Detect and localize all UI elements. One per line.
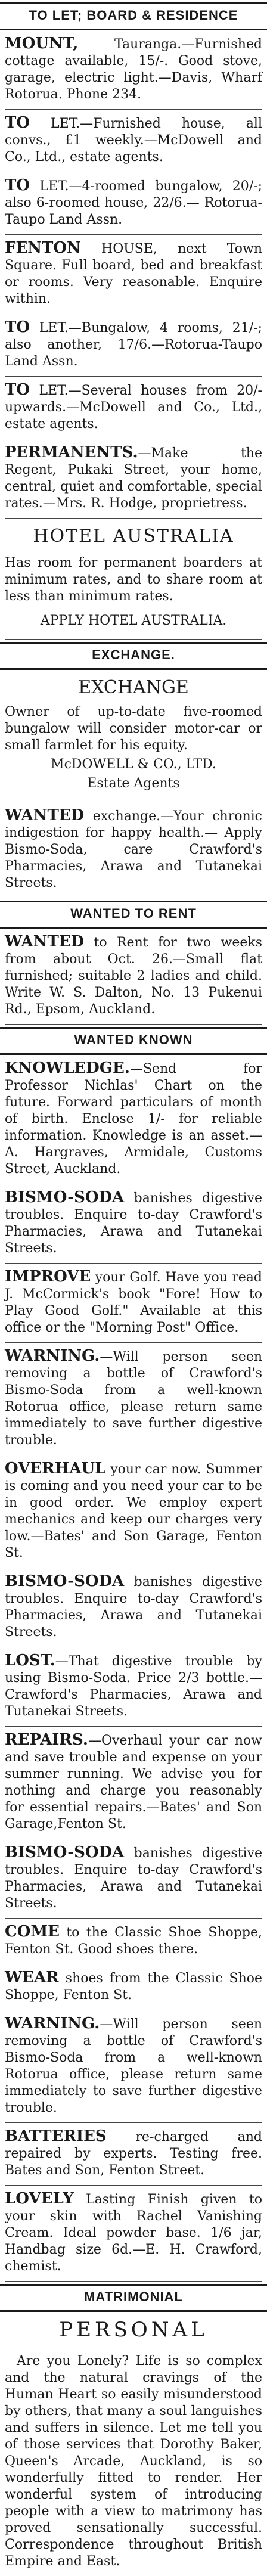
section-header-exchange: EXCHANGE. — [0, 642, 267, 670]
ad-to-let-furnished — [5, 110, 262, 172]
section-header-wanted-to-rent: WANTED TO RENT — [0, 901, 267, 929]
ad-lead: TO — [5, 318, 30, 336]
ad-permanents — [5, 439, 262, 519]
ad-lead: FENTON — [5, 239, 81, 257]
ad-lead: WARNING. — [5, 1347, 100, 1365]
section-wanted-to-rent — [0, 901, 267, 1025]
ad-text: to the Classic Shoe Shoppe, Fenton St. Good shoes there. — [5, 1925, 262, 1957]
ad-lead: OVERHAUL — [5, 1460, 106, 1478]
ad-text: banishes digestive troubles. Enquire to-day Crawford's Pharmacies, Arawa and Tutanekai Streets. — [5, 1191, 262, 1256]
ad-warning — [5, 1343, 262, 1455]
section-wanted-known — [0, 1027, 267, 2282]
ad-come-classic-shoe — [5, 1919, 262, 1964]
ad-text: re-charged and repaired by experts. Testing free. Bates and Son, Fenton Street. — [5, 2130, 262, 2178]
ad-lead: LOST. — [5, 1652, 55, 1669]
ad-to-let-several — [5, 377, 262, 439]
ad-text: to Rent for two weeks from about Oct. 26.—Small flat furnished; suitable 2 ladies and child. Write W. S. Dalton, No. 13 Pukenui Rd., Epsom, Auckland. — [5, 935, 262, 1017]
ad-lead: BISMO-SODA — [5, 1188, 125, 1206]
section-header-to-let: TO LET; BOARD & RESIDENCE — [0, 2, 267, 30]
ad-lead: MOUNT, — [5, 35, 79, 52]
ad-text: banishes digestive troubles. Enquire to-day Crawford's Pharmacies, Arawa and Tutanekai Streets. — [5, 1846, 262, 1911]
ad-text: LET.—4-roomed bungalow, 20/-; also 6-roomed house, 22/6.— Rotorua-Taupo Land Assn. — [5, 179, 262, 227]
ad-lead: COME — [5, 1923, 60, 1941]
ad-lovely-finish — [5, 2186, 262, 2282]
ad-text: LET.—Furnished house, all convs., £1 weekly.—McDowell and Co., Ltd., estate agents. — [5, 116, 262, 165]
hotel-name: HOTEL AUSTRALIA — [33, 526, 234, 547]
ad-lead: REPAIRS. — [5, 1731, 88, 1749]
ad-lead: TO — [5, 381, 30, 399]
ad-improve-golf — [5, 1264, 262, 1343]
ad-lead: WEAR — [5, 1969, 59, 1987]
exchange-sign-2: Estate Agents — [87, 776, 180, 791]
ad-lead: PERMANENTS. — [5, 443, 138, 461]
ad-text: your Golf. Have you read J. McCormick's book "Fore! How to Play Good Golf." Available at this office or the "Morning Post" Office. — [5, 1270, 262, 1335]
personal-body: Are you Lonely? Life is so complex and the natural cravings of the Human Heart so easily misunderstood by others, that many a soul languishes and suffers in silence. Let me tell you of those services that Dorothy Baker, Queen's Arcade, Auckland, is so wonderfully fitted to render. Her wonderful system of introducing people with a view to matrimony has proved sensationally successful. Correspondence throughout British Empire and East. — [5, 2354, 262, 2569]
ad-text: —Overhaul your car now and save trouble and expense on your summer running. We advise you for nothing and charge you reasonably for essential repairs.—Bates' and Son Garage,Fenton St. — [5, 1733, 262, 1832]
section-exchange — [0, 642, 267, 898]
ad-lead: IMPROVE — [5, 1268, 91, 1286]
ad-text: Lasting Finish given to your skin with Rachel Vanishing Cream. Ideal powder base. 1/6 jar, Handbag size 6d.—E. H. Crawford, chemist. — [5, 2192, 262, 2274]
ad-knowledge — [5, 1055, 262, 1184]
ad-overhaul — [5, 1455, 262, 1568]
ad-bismo-soda — [5, 1839, 262, 1919]
ad-wear-shoes — [5, 1964, 262, 2010]
section-to-let — [0, 2, 267, 640]
ad-bismo-soda — [5, 1184, 262, 1264]
ad-bismo-soda — [5, 1568, 262, 1647]
ad-text: banishes digestive troubles. Enquire to-day Crawford's Pharmacies, Arawa and Tutanekai Streets. — [5, 1575, 262, 1640]
section-header-matrimonial: MATRIMONIAL — [0, 2284, 267, 2312]
exchange-heading: EXCHANGE — [78, 677, 189, 698]
exchange-sign-1: McDOWELL & CO., LTD. — [51, 757, 216, 772]
hotel-apply: APPLY HOTEL AUSTRALIA. — [40, 613, 227, 628]
ad-text: LET.—Bungalow, 4 rooms, 21/-; also another, 17/6.—Rotorua-Taupo Land Assn. — [5, 321, 262, 369]
ad-lost — [5, 1647, 262, 1727]
ad-text: —Make the Regent, Pukaki Street, your home, central, quiet and comfortable, special rates.—Mrs. R. Hodge, proprietress. — [5, 446, 262, 511]
ad-repairs — [5, 1727, 262, 1839]
ad-to-let-4-roomed — [5, 172, 262, 235]
ad-lead: TO — [5, 114, 30, 132]
ad-lead: WARNING. — [5, 2015, 100, 2032]
ad-lead: KNOWLEDGE. — [5, 1059, 130, 1077]
ad-wanted-exchange — [5, 802, 262, 898]
ad-lead: BATTERIES — [5, 2127, 107, 2145]
ad-text: HOUSE, next Town Square. Full board, bed and breakfast or rooms. Very reasonable. Enquire within. — [5, 241, 262, 306]
hotel-body: Has room for permanent boarders at minimum rates, and to share room at less than minimum rates. — [5, 555, 262, 604]
ad-personal — [5, 2312, 262, 2576]
ad-text: —Will person seen removing a bottle of Crawford's Bismo-Soda from a well-known Rotorua office, please return same immediately to save further digestive trouble. — [5, 1349, 262, 1448]
section-matrimonial — [0, 2284, 267, 2576]
ad-lead: BISMO-SODA — [5, 1572, 125, 1590]
ad-lead: TO — [5, 176, 30, 194]
ad-text: Tauranga.—Furnished cottage available, 15/-. Good stove, garage, electric light.—Davis, Wharf Rotorua. Phone 234. — [5, 37, 262, 102]
personal-heading: PERSONAL — [5, 2318, 262, 2347]
ad-exchange-box — [5, 670, 262, 802]
ad-text: LET.—Several houses from 20/-upwards.—McDowell and Co., Ltd., estate agents. — [5, 383, 262, 432]
ad-wanted-rent — [5, 929, 262, 1025]
ad-text: your car now. Summer is coming and you need your car to be in good order. We employ expert mechanics and keep our charges very low.—Bates' and Son Garage, Fenton St. — [5, 1462, 262, 1560]
ad-text: —That digestive trouble by using Bismo-Soda. Price 2/3 bottle.—Crawford's Pharmacies, Arawa and Tutanekai Streets. — [5, 1654, 262, 1719]
ad-text: —Will person seen removing a bottle of Crawford's Bismo-Soda from a well-known Rotorua office, please return same immediately to save further digestive trouble. — [5, 2017, 262, 2115]
section-header-wanted-known: WANTED KNOWN — [0, 1027, 267, 1055]
ad-text: —Send for Professor Nichlas' Chart on the future. Forward particulars of month of birth. Enclose 1/- for reliable information. Knowledge is an asset.—A. Hargraves, Armidale, Customs Street, Auckland. — [5, 1062, 262, 1177]
ad-lead: WANTED — [5, 806, 85, 824]
ad-lead: LOVELY — [5, 2190, 74, 2208]
ad-text: exchange.—Your chronic indigestion for happy health.— Apply Bismo-Soda, care Crawford's Pharmacies, Arawa and Tutanekai Streets. — [5, 809, 262, 890]
ad-fenton-house — [5, 235, 262, 314]
exchange-body: Owner of up-to-date five-roomed bungalow will consider motor-car or small farmlet for his equity. — [5, 704, 262, 753]
ad-batteries — [5, 2123, 262, 2186]
ad-lead: WANTED — [5, 933, 85, 951]
ad-hotel-australia — [5, 519, 262, 640]
ad-text: shoes from the Classic Shoe Shoppe, Fenton St. — [5, 1971, 262, 2003]
ad-mount-tauranga — [5, 30, 262, 110]
ad-lead: BISMO-SODA — [5, 1843, 125, 1861]
ad-warning — [5, 2010, 262, 2123]
ad-to-let-bungalow — [5, 314, 262, 377]
newspaper-classifieds-page — [0, 2, 267, 2569]
